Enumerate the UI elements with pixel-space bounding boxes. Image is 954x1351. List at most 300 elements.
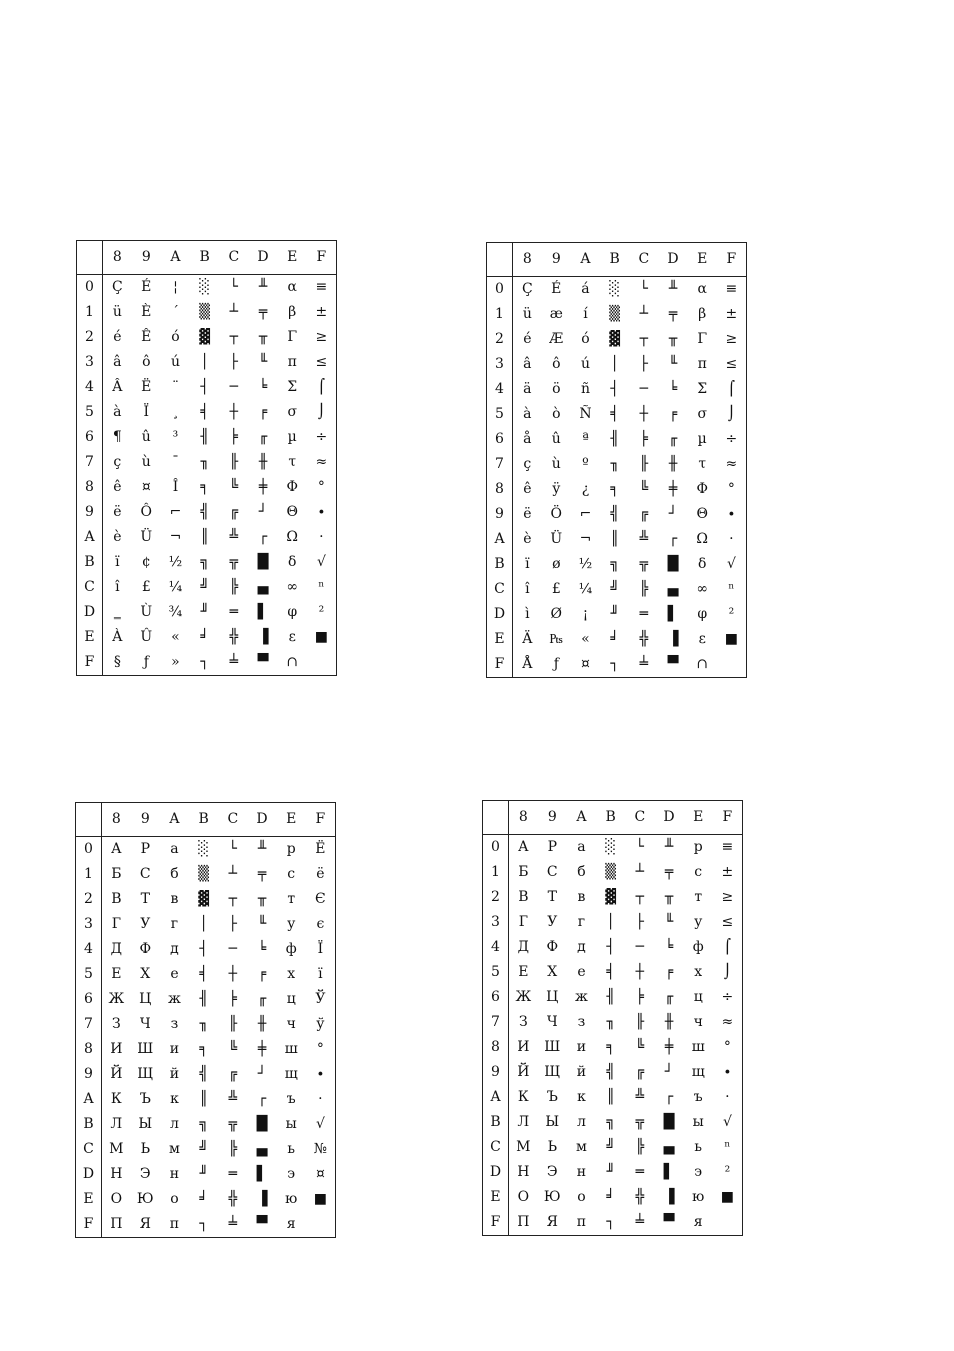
- character-cell: ë: [523, 506, 532, 523]
- character-cell: ╡: [606, 964, 615, 981]
- character-cell: Σ: [697, 381, 708, 398]
- character-cell: ╞: [635, 989, 645, 1006]
- row-header: F: [77, 650, 103, 675]
- character-cell: ÿ: [552, 481, 561, 498]
- character-cell: ■: [313, 1191, 328, 1208]
- character-cell: э: [287, 1166, 296, 1183]
- character-cell: Ї: [317, 941, 324, 958]
- character-cell: ╦: [635, 1114, 645, 1131]
- table-row: [76, 937, 335, 962]
- character-cell: █: [256, 1116, 268, 1133]
- character-cell: Ч: [139, 1016, 151, 1033]
- character-cell: ╓: [664, 989, 674, 1006]
- character-cell: ¸: [171, 404, 179, 421]
- table-row: [76, 987, 335, 1012]
- character-cell: Φ: [696, 481, 708, 498]
- character-cell: Â: [112, 379, 123, 396]
- character-cell: Д: [517, 939, 530, 956]
- character-cell: ╚: [635, 1039, 645, 1056]
- character-cell: ╝: [199, 1141, 208, 1158]
- table-row: [483, 885, 742, 910]
- column-header-row: [77, 241, 336, 274]
- character-cell: ╤: [668, 306, 678, 323]
- character-cell: ┼: [229, 404, 239, 421]
- character-cell: Ъ: [546, 1089, 558, 1106]
- character-cell: ж: [168, 991, 181, 1008]
- character-cell: ╙: [668, 356, 678, 373]
- table-row: [483, 834, 742, 860]
- character-cell: ╢: [199, 991, 208, 1008]
- character-cell: ╕: [200, 479, 209, 496]
- character-cell: ⁿ: [318, 579, 325, 596]
- character-cell: ╔: [228, 1066, 238, 1083]
- character-cell: ├: [639, 356, 649, 373]
- character-cell: √: [722, 1114, 732, 1131]
- character-cell: ╩: [635, 1089, 645, 1106]
- character-cell: п: [169, 1216, 180, 1233]
- character-cell: ú: [580, 356, 590, 373]
- character-cell: ╧: [228, 1216, 238, 1233]
- character-cell: Й: [517, 1064, 530, 1081]
- character-cell: ¬: [169, 529, 182, 546]
- character-cell: ╛: [610, 631, 619, 648]
- character-cell: Щ: [544, 1064, 561, 1081]
- character-cell: ³: [172, 429, 179, 446]
- character-cell: Л: [110, 1116, 123, 1133]
- table-row: [76, 912, 335, 937]
- character-cell: ┘: [664, 1064, 674, 1081]
- character-cell: ┐: [606, 1214, 615, 1231]
- character-cell: Γ: [287, 329, 298, 346]
- character-cell: ▐: [663, 1189, 675, 1206]
- character-cell: ╥: [664, 889, 674, 906]
- character-cell: ъ: [693, 1089, 703, 1106]
- character-cell: σ: [697, 406, 707, 423]
- character-cell: î: [115, 579, 120, 596]
- character-cell: °: [316, 1041, 324, 1058]
- character-cell: и: [576, 1039, 587, 1056]
- table-row: [77, 550, 336, 575]
- character-cell: ç: [523, 456, 532, 473]
- character-cell: р: [693, 839, 703, 856]
- row-header: C: [77, 575, 103, 600]
- row-header: 2: [483, 885, 509, 910]
- character-cell: ╣: [606, 1064, 615, 1081]
- character-cell: ╚: [639, 481, 649, 498]
- column-header: D: [658, 243, 687, 276]
- character-cell: ¡: [582, 606, 589, 623]
- character-cell: ▐: [256, 1191, 268, 1208]
- character-cell: π: [287, 354, 297, 371]
- character-cell: ╙: [258, 354, 268, 371]
- character-cell: ╨: [664, 839, 674, 856]
- code-page-table-bottom-left: [75, 802, 336, 1238]
- character-cell: ¤: [141, 479, 151, 496]
- table-row: [76, 1037, 335, 1062]
- character-cell: ≡: [721, 839, 734, 856]
- character-cell: ц: [286, 991, 296, 1008]
- character-cell: ╫: [668, 456, 678, 473]
- character-cell: ÷: [725, 431, 738, 448]
- character-cell: ╜: [199, 1166, 208, 1183]
- character-cell: Ü: [140, 529, 153, 546]
- row-header: 8: [487, 477, 513, 502]
- character-cell: ▒: [605, 864, 617, 881]
- character-cell: Ñ: [579, 406, 592, 423]
- column-header: F: [717, 243, 746, 276]
- character-cell: Æ: [549, 331, 564, 348]
- character-cell: ╬: [228, 1191, 238, 1208]
- character-cell: ₧: [549, 631, 564, 648]
- row-header: 8: [76, 1037, 102, 1062]
- character-cell: ±: [725, 306, 738, 323]
- character-cell: √: [315, 1116, 325, 1133]
- character-cell: ▄: [257, 579, 269, 596]
- character-cell: ┤: [199, 941, 208, 958]
- character-cell: ∞: [696, 581, 709, 598]
- character-cell: ║: [200, 529, 209, 546]
- character-cell: ⌡: [317, 404, 326, 421]
- character-cell: α: [287, 279, 297, 296]
- character-cell: ⌡: [723, 964, 732, 981]
- row-header: 2: [76, 887, 102, 912]
- character-cell: и: [169, 1041, 180, 1058]
- character-cell: И: [110, 1041, 123, 1058]
- character-cell: Р: [140, 841, 150, 858]
- character-cell: Ç: [111, 279, 123, 296]
- character-cell: щ: [284, 1066, 298, 1083]
- character-cell: з: [170, 1016, 179, 1033]
- row-header: F: [483, 1210, 509, 1235]
- character-cell: ┼: [228, 966, 238, 983]
- character-grid: [483, 801, 742, 1235]
- character-cell: ╦: [228, 1116, 238, 1133]
- table-row: [487, 302, 746, 327]
- character-cell: Γ: [697, 331, 708, 348]
- character-cell: ┌: [664, 1089, 674, 1106]
- character-cell: ў: [316, 1016, 325, 1033]
- character-cell: ╚: [228, 1041, 238, 1058]
- character-cell: ╦: [639, 556, 649, 573]
- character-cell: ╚: [229, 479, 239, 496]
- column-header: 8: [103, 241, 132, 274]
- character-cell: б: [577, 864, 586, 881]
- column-header: A: [567, 801, 596, 834]
- character-cell: ▌: [257, 604, 269, 621]
- table-row: [487, 402, 746, 427]
- character-cell: ─: [635, 939, 645, 956]
- character-cell: Л: [517, 1114, 530, 1131]
- row-header: 4: [77, 375, 103, 400]
- character-cell: д: [170, 941, 179, 958]
- character-cell: ╟: [228, 1016, 238, 1033]
- character-cell: ─: [229, 379, 239, 396]
- character-cell: ┴: [635, 864, 645, 881]
- character-cell: ù: [551, 456, 561, 473]
- character-cell: ┴: [228, 866, 238, 883]
- character-cell: х: [694, 964, 703, 981]
- character-cell: ╖: [200, 454, 209, 471]
- character-cell: ┬: [228, 891, 238, 908]
- character-cell: ▒: [199, 304, 211, 321]
- column-header: B: [600, 243, 629, 276]
- character-cell: Ê: [141, 329, 152, 346]
- row-header: E: [77, 625, 103, 650]
- character-grid: [76, 803, 335, 1237]
- character-cell: В: [111, 891, 122, 908]
- character-cell: ⌐: [169, 504, 182, 521]
- character-cell: °: [723, 1039, 731, 1056]
- character-cell: ╞: [229, 429, 239, 446]
- character-cell: ╞: [228, 991, 238, 1008]
- character-cell: æ: [549, 306, 563, 323]
- table-row: [483, 1160, 742, 1185]
- character-cell: ╥: [257, 891, 267, 908]
- character-cell: █: [257, 554, 269, 571]
- column-header: E: [688, 243, 717, 276]
- character-cell: «: [171, 629, 180, 646]
- character-cell: ¢: [141, 554, 151, 571]
- column-header-row: [483, 801, 742, 834]
- table-row: [76, 1012, 335, 1037]
- character-cell: ╘: [257, 941, 267, 958]
- character-cell: ┌: [258, 529, 268, 546]
- row-header: E: [76, 1187, 102, 1212]
- character-cell: К: [110, 1091, 122, 1108]
- character-cell: β: [698, 306, 707, 323]
- character-cell: ╧: [229, 654, 239, 671]
- character-cell: ▓: [199, 329, 211, 346]
- character-cell: ε: [698, 631, 706, 648]
- character-cell: ш: [284, 1041, 298, 1058]
- character-cell: ░: [609, 281, 621, 298]
- character-cell: ¨: [171, 379, 179, 396]
- row-header: F: [76, 1212, 102, 1237]
- character-cell: φ: [697, 606, 708, 623]
- character-cell: ≈: [721, 1014, 734, 1031]
- character-cell: Ç: [521, 281, 533, 298]
- character-cell: ┌: [257, 1091, 267, 1108]
- character-cell: Θ: [696, 506, 708, 523]
- character-cell: ╣: [200, 504, 209, 521]
- character-cell: »: [171, 654, 180, 671]
- character-cell: ▄: [256, 1141, 268, 1158]
- character-cell: ƒ: [143, 654, 149, 671]
- character-cell: з: [577, 1014, 586, 1031]
- row-header: 2: [77, 325, 103, 350]
- character-cell: ╒: [257, 966, 267, 983]
- character-cell: л: [577, 1114, 586, 1131]
- character-cell: м: [169, 1141, 180, 1158]
- character-grid: [77, 241, 336, 675]
- character-cell: Н: [517, 1164, 530, 1181]
- table-row: [487, 427, 746, 452]
- character-cell: ╒: [664, 964, 674, 981]
- column-header: 8: [509, 801, 538, 834]
- character-cell: ▓: [609, 331, 621, 348]
- row-header: 2: [487, 327, 513, 352]
- character-cell: Д: [110, 941, 123, 958]
- character-cell: ▓: [605, 889, 617, 906]
- column-header: B: [596, 801, 625, 834]
- character-cell: ╧: [635, 1214, 645, 1231]
- character-cell: ш: [691, 1039, 705, 1056]
- character-cell: Î: [172, 479, 179, 496]
- character-cell: Ы: [545, 1114, 560, 1131]
- character-cell: н: [576, 1164, 587, 1181]
- character-cell: Û: [140, 629, 153, 646]
- character-cell: Ω: [286, 529, 299, 546]
- character-cell: Ω: [696, 531, 709, 548]
- character-cell: ¬: [579, 531, 592, 548]
- character-cell: ░: [605, 839, 617, 856]
- character-cell: ≤: [315, 354, 328, 371]
- character-cell: ╢: [610, 431, 619, 448]
- character-cell: Я: [139, 1216, 151, 1233]
- character-cell: ï: [525, 556, 530, 573]
- character-cell: é: [113, 329, 122, 346]
- character-cell: ■: [314, 629, 329, 646]
- column-header: D: [247, 803, 276, 836]
- character-cell: ╛: [199, 1191, 208, 1208]
- character-cell: ∞: [286, 579, 299, 596]
- table-row: [483, 1035, 742, 1060]
- character-cell: [306, 1212, 335, 1237]
- character-cell: δ: [288, 554, 297, 571]
- character-cell: £: [551, 581, 561, 598]
- character-cell: Ф: [139, 941, 152, 958]
- row-header: 4: [483, 935, 509, 960]
- character-cell: ъ: [286, 1091, 296, 1108]
- character-cell: å: [523, 431, 532, 448]
- table-row: [483, 1135, 742, 1160]
- character-cell: ■: [720, 1189, 735, 1206]
- character-cell: ÷: [721, 989, 734, 1006]
- character-cell: ┘: [258, 504, 268, 521]
- row-header: 0: [483, 834, 509, 860]
- table-row: [76, 1137, 335, 1162]
- row-header: A: [487, 527, 513, 552]
- row-header: D: [77, 600, 103, 625]
- column-header: 9: [542, 243, 571, 276]
- character-cell: Г: [111, 916, 121, 933]
- row-header: 9: [483, 1060, 509, 1085]
- character-cell: ê: [523, 481, 532, 498]
- row-header: 5: [483, 960, 509, 985]
- character-cell: █: [667, 556, 679, 573]
- character-cell: ╨: [257, 841, 267, 858]
- character-cell: ╪: [258, 479, 268, 496]
- character-cell: ─: [639, 381, 649, 398]
- corner-cell: [483, 801, 509, 834]
- character-cell: ¦: [173, 279, 178, 296]
- character-cell: τ: [698, 456, 707, 473]
- character-cell: √: [316, 554, 326, 571]
- character-cell: Ä: [522, 631, 533, 648]
- character-cell: â: [523, 356, 532, 373]
- character-cell: ы: [285, 1116, 297, 1133]
- character-cell: ф: [692, 939, 704, 956]
- character-cell: Ы: [138, 1116, 153, 1133]
- character-cell: ¤: [315, 1166, 325, 1183]
- character-cell: ╕: [606, 1039, 615, 1056]
- character-cell: а: [577, 839, 586, 856]
- character-cell: ╜: [200, 604, 209, 621]
- table-row: [487, 327, 746, 352]
- code-page-table-top-right: [486, 242, 747, 678]
- character-cell: ╝: [610, 581, 619, 598]
- table-row: [76, 862, 335, 887]
- character-cell: ╕: [199, 1041, 208, 1058]
- character-cell: ╪: [257, 1041, 267, 1058]
- character-cell: û: [141, 429, 151, 446]
- character-cell: л: [170, 1116, 179, 1133]
- row-header: 7: [77, 450, 103, 475]
- row-header: 0: [77, 274, 103, 300]
- character-cell: ╥: [668, 331, 678, 348]
- table-row: [77, 350, 336, 375]
- character-cell: ≈: [725, 456, 738, 473]
- character-cell: ±: [315, 304, 328, 321]
- column-header: E: [277, 803, 306, 836]
- column-header: C: [219, 241, 248, 274]
- character-cell: │: [610, 356, 619, 373]
- character-cell: а: [170, 841, 179, 858]
- character-cell: ·: [319, 529, 324, 546]
- column-header: F: [306, 803, 335, 836]
- column-header: C: [218, 803, 247, 836]
- character-cell: О: [110, 1191, 123, 1208]
- table-row: [487, 577, 746, 602]
- character-cell: ╖: [606, 1014, 615, 1031]
- character-cell: д: [577, 939, 586, 956]
- character-cell: З: [111, 1016, 121, 1033]
- character-cell: ь: [694, 1139, 703, 1156]
- character-cell: ┴: [639, 306, 649, 323]
- character-cell: È: [141, 304, 152, 321]
- character-cell: ╕: [610, 481, 619, 498]
- character-cell: Н: [110, 1166, 123, 1183]
- character-cell: ї: [318, 966, 323, 983]
- character-cell: └: [639, 281, 649, 298]
- character-cell: ╧: [639, 656, 649, 673]
- table-row: [77, 325, 336, 350]
- character-cell: ╫: [258, 454, 268, 471]
- character-cell: ▐: [257, 629, 269, 646]
- character-cell: À: [112, 629, 123, 646]
- table-row: [487, 276, 746, 302]
- character-cell: Ü: [550, 531, 563, 548]
- row-header: B: [487, 552, 513, 577]
- table-row: [487, 477, 746, 502]
- character-cell: У: [140, 916, 151, 933]
- character-cell: ▒: [609, 306, 621, 323]
- character-cell: ·: [729, 531, 734, 548]
- row-header: 5: [76, 962, 102, 987]
- row-header: 3: [483, 910, 509, 935]
- character-cell: ╖: [199, 1016, 208, 1033]
- corner-cell: [76, 803, 102, 836]
- character-cell: ┐: [610, 656, 619, 673]
- column-header-row: [487, 243, 746, 276]
- character-cell: К: [517, 1089, 529, 1106]
- character-cell: ´: [171, 304, 179, 321]
- character-cell: ö: [552, 381, 561, 398]
- character-cell: ∙: [316, 1066, 324, 1083]
- row-header: A: [76, 1087, 102, 1112]
- table-row: [77, 575, 336, 600]
- character-cell: ╡: [610, 406, 619, 423]
